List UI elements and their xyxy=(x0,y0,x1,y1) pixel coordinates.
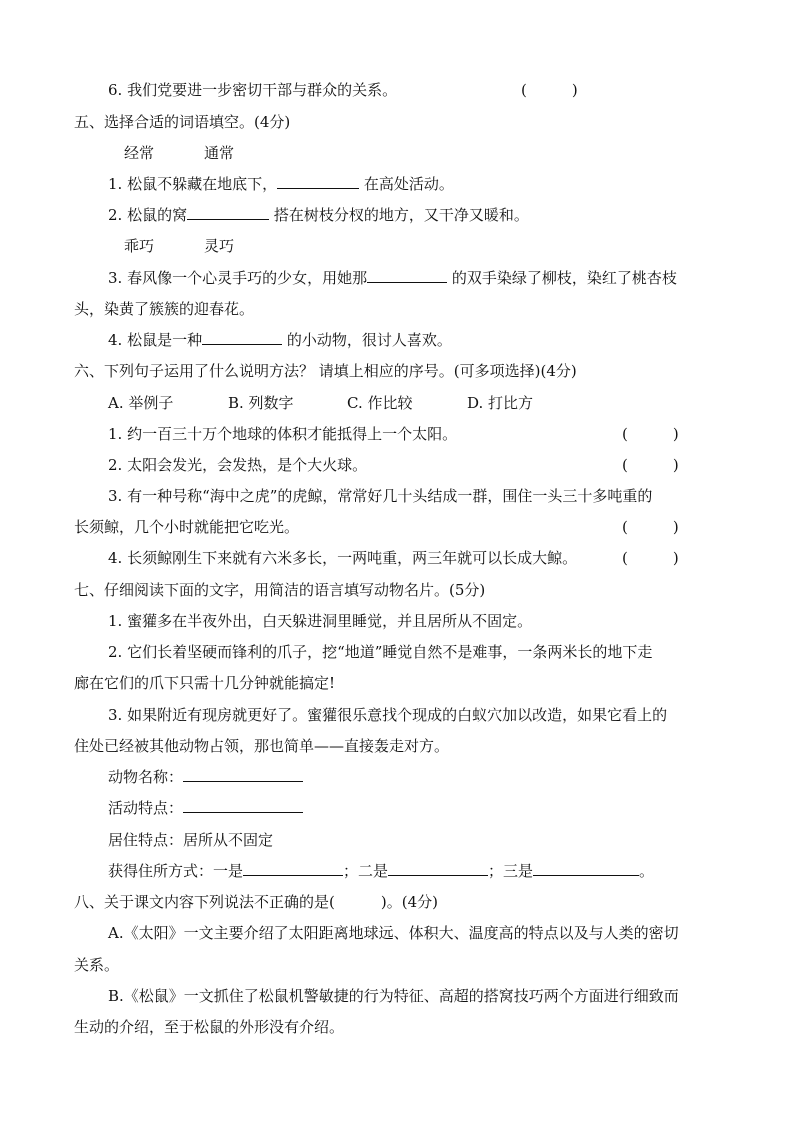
section8-heading: 八、关于课文内容下列说法不正确的是( )。(4分) xyxy=(74,893,438,911)
s7-para1: 1. 蜜獾多在半夜外出，白天躲进洞里睡觉，并且居所从不固定。 xyxy=(108,612,533,630)
blank-field[interactable] xyxy=(533,861,639,876)
blank-field[interactable] xyxy=(183,798,303,813)
field-animal-name: 动物名称： xyxy=(108,767,303,787)
section6-heading: 六、下列句子运用了什么说明方法？ 请填上相应的序号。(可多项选择)(4分) xyxy=(74,362,577,380)
s6-item2: 2. 太阳会发光，会发热，是个大火球。 xyxy=(108,456,368,474)
s6-item3: 3. 有一种号称“海中之虎”的虎鲸，常常好几十头结成一群，围住一头三十多吨重的 xyxy=(108,487,653,505)
blank-field[interactable] xyxy=(187,205,269,220)
word-guaiqiao: 乖巧 xyxy=(124,237,155,255)
option-a: A. 举例子 xyxy=(108,394,174,412)
field-activity: 活动特点： xyxy=(108,798,303,818)
option-b: B. 列数字 xyxy=(228,394,294,412)
word-lingqiao: 灵巧 xyxy=(204,237,235,255)
blank-field[interactable] xyxy=(367,268,447,283)
s8-option-a-cont: 关系。 xyxy=(74,956,120,974)
section7-heading: 七、仔细阅读下面的文字，用简洁的语言填写动物名片。(5分) xyxy=(74,581,486,599)
s8-option-b-cont: 生动的介绍，至于松鼠的外形没有介绍。 xyxy=(74,1018,345,1036)
blank-field[interactable] xyxy=(183,767,303,782)
blank-field[interactable] xyxy=(243,861,343,876)
s7-para2-cont: 廊在它们的爪下只需十几分钟就能搞定! xyxy=(74,674,336,692)
s5-item4: 4. 松鼠是一种 的小动物，很讨人喜欢。 xyxy=(108,331,452,349)
field-living: 居住特点：居所从不固定 xyxy=(108,831,274,849)
blank-field[interactable] xyxy=(277,174,359,189)
option-c: C. 作比较 xyxy=(347,394,413,412)
s5-item3: 3. 春风像一个心灵手巧的少女，用她那 的双手染绿了柳枝，染红了桃杏枝 xyxy=(108,269,677,287)
s7-para3: 3. 如果附近有现房就更好了。蜜獾很乐意找个现成的白蚁穴加以改造，如果它看上的 xyxy=(108,706,668,724)
s6-item4: 4. 长须鲸刚生下来就有六米多长，一两吨重，两三年就可以长成大鲸。 xyxy=(108,549,578,567)
s6-item3-cont: 长须鲸，几个小时就能把它吃光。 xyxy=(74,518,300,536)
s8-option-b: B.《松鼠》一文抓住了松鼠机警敏捷的行为特征、高超的搭窝技巧两个方面进行细致而 xyxy=(108,987,679,1005)
s8-option-a: A.《太阳》一文主要介绍了太阳距离地球远、体积大、温度高的特点以及与人类的密切 xyxy=(108,924,679,942)
word-jingchang: 经常 xyxy=(124,144,155,162)
word-tongchang: 通常 xyxy=(204,144,235,162)
option-d: D. 打比方 xyxy=(467,394,534,412)
s6-item3-parens: ( ) xyxy=(622,518,679,536)
s7-para3-cont: 住处已经被其他动物占领，那也简单——直接轰走对方。 xyxy=(74,737,450,755)
s6-item4-parens: ( ) xyxy=(622,549,679,567)
s5-item1: 1. 松鼠不躲藏在地底下， 在高处活动。 xyxy=(108,175,454,193)
s6-item1-parens: ( ) xyxy=(622,425,679,443)
field-housing-ways: 获得住所方式：一是 ；二是 ；三是 。 xyxy=(108,862,655,880)
s5-item3-cont: 头，染黄了簇簇的迎春花。 xyxy=(74,300,255,318)
blank-field[interactable] xyxy=(202,330,282,345)
q6-text: 6. 我们党要进一步密切干部与群众的关系。 xyxy=(108,81,398,99)
blank-field[interactable] xyxy=(388,861,488,876)
s5-item2: 2. 松鼠的窝 搭在树枝分杈的地方，又干净又暖和。 xyxy=(108,206,529,224)
s6-item2-parens: ( ) xyxy=(622,456,679,474)
s7-para2: 2. 它们长着坚硬而锋利的爪子，挖“地道”睡觉自然不是难事，一条两米长的地下走 xyxy=(108,643,653,661)
s6-item1: 1. 约一百三十万个地球的体积才能抵得上一个太阳。 xyxy=(108,425,458,443)
section5-heading: 五、选择合适的词语填空。(4分) xyxy=(74,113,291,131)
q6-answer-parens: ( ) xyxy=(521,81,578,99)
